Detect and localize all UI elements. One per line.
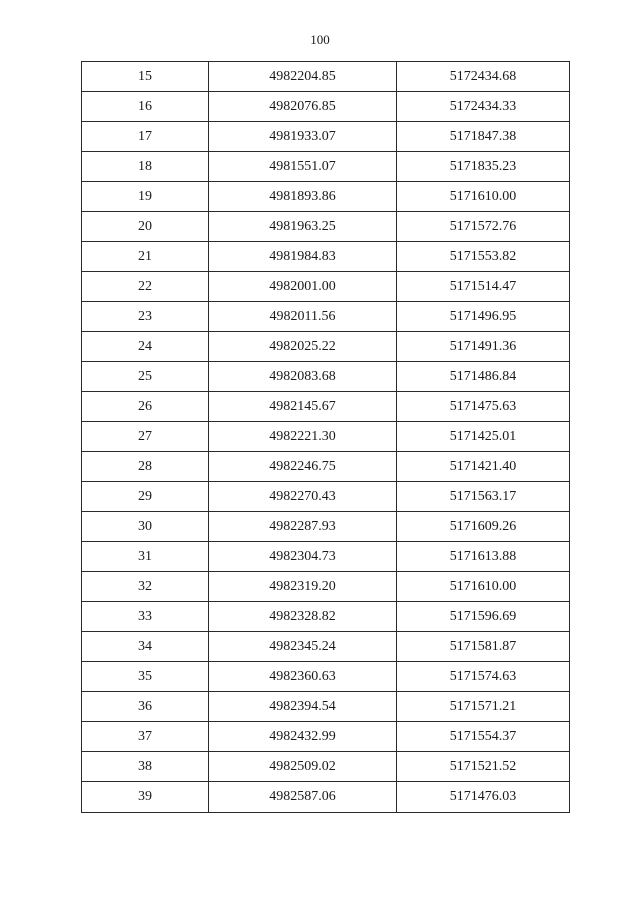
y-coordinate-cell: 5171496.95 — [397, 302, 570, 332]
table-row — [82, 722, 570, 752]
x-coordinate-cell: 4982394.54 — [209, 692, 397, 722]
table-row — [82, 242, 570, 272]
x-coordinate-cell: 4981551.07 — [209, 152, 397, 182]
table-row — [82, 782, 570, 813]
x-coordinate-cell: 4982587.06 — [209, 782, 397, 813]
y-coordinate-cell: 5171596.69 — [397, 602, 570, 632]
x-coordinate-cell: 4982025.22 — [209, 332, 397, 362]
x-coordinate-cell: 4981963.25 — [209, 212, 397, 242]
table-row — [82, 512, 570, 542]
point-number-cell: 20 — [82, 212, 209, 242]
point-number-cell: 37 — [82, 722, 209, 752]
y-coordinate-cell: 5171574.63 — [397, 662, 570, 692]
point-number-cell: 21 — [82, 242, 209, 272]
y-coordinate-cell: 5171521.52 — [397, 752, 570, 782]
table-row — [82, 122, 570, 152]
table-row — [82, 212, 570, 242]
y-coordinate-cell: 5171475.63 — [397, 392, 570, 422]
point-number-cell: 33 — [82, 602, 209, 632]
y-coordinate-cell: 5172434.33 — [397, 92, 570, 122]
table-row — [82, 152, 570, 182]
point-number-cell: 22 — [82, 272, 209, 302]
point-number-cell: 19 — [82, 182, 209, 212]
y-coordinate-cell: 5171610.00 — [397, 182, 570, 212]
y-coordinate-cell: 5171613.88 — [397, 542, 570, 572]
y-coordinate-cell: 5171571.21 — [397, 692, 570, 722]
table-row — [82, 302, 570, 332]
x-coordinate-cell: 4982083.68 — [209, 362, 397, 392]
x-coordinate-cell: 4982001.00 — [209, 272, 397, 302]
y-coordinate-cell: 5171835.23 — [397, 152, 570, 182]
y-coordinate-cell: 5171514.47 — [397, 272, 570, 302]
table-row — [82, 452, 570, 482]
coordinates-table — [81, 61, 570, 813]
y-coordinate-cell: 5171486.84 — [397, 362, 570, 392]
y-coordinate-cell: 5171581.87 — [397, 632, 570, 662]
y-coordinate-cell: 5171563.17 — [397, 482, 570, 512]
x-coordinate-cell: 4982319.20 — [209, 572, 397, 602]
x-coordinate-cell: 4982432.99 — [209, 722, 397, 752]
table-row — [82, 752, 570, 782]
point-number-cell: 34 — [82, 632, 209, 662]
x-coordinate-cell: 4982345.24 — [209, 632, 397, 662]
table-row — [82, 482, 570, 512]
x-coordinate-cell: 4982011.56 — [209, 302, 397, 332]
point-number-cell: 30 — [82, 512, 209, 542]
point-number-cell: 24 — [82, 332, 209, 362]
point-number-cell: 16 — [82, 92, 209, 122]
x-coordinate-cell: 4982145.67 — [209, 392, 397, 422]
point-number-cell: 18 — [82, 152, 209, 182]
table-row — [82, 362, 570, 392]
x-coordinate-cell: 4982328.82 — [209, 602, 397, 632]
x-coordinate-cell: 4982076.85 — [209, 92, 397, 122]
y-coordinate-cell: 5171425.01 — [397, 422, 570, 452]
table-row — [82, 182, 570, 212]
x-coordinate-cell: 4982204.85 — [209, 62, 397, 92]
point-number-cell: 38 — [82, 752, 209, 782]
point-number-cell: 28 — [82, 452, 209, 482]
point-number-cell: 35 — [82, 662, 209, 692]
y-coordinate-cell: 5171476.03 — [397, 782, 570, 813]
y-coordinate-cell: 5172434.68 — [397, 62, 570, 92]
table-row — [82, 692, 570, 722]
x-coordinate-cell: 4982287.93 — [209, 512, 397, 542]
table-row — [82, 92, 570, 122]
y-coordinate-cell: 5171554.37 — [397, 722, 570, 752]
point-number-cell: 23 — [82, 302, 209, 332]
y-coordinate-cell: 5171572.76 — [397, 212, 570, 242]
table-row — [82, 662, 570, 692]
table-row — [82, 332, 570, 362]
point-number-cell: 26 — [82, 392, 209, 422]
table-row — [82, 602, 570, 632]
y-coordinate-cell: 5171491.36 — [397, 332, 570, 362]
point-number-cell: 15 — [82, 62, 209, 92]
table-row — [82, 572, 570, 602]
table-row — [82, 422, 570, 452]
y-coordinate-cell: 5171553.82 — [397, 242, 570, 272]
point-number-cell: 25 — [82, 362, 209, 392]
coordinates-table-body — [82, 62, 570, 813]
y-coordinate-cell: 5171609.26 — [397, 512, 570, 542]
point-number-cell: 32 — [82, 572, 209, 602]
x-coordinate-cell: 4982509.02 — [209, 752, 397, 782]
point-number-cell: 39 — [82, 782, 209, 813]
table-row — [82, 542, 570, 572]
x-coordinate-cell: 4981984.83 — [209, 242, 397, 272]
y-coordinate-cell: 5171421.40 — [397, 452, 570, 482]
table-row — [82, 632, 570, 662]
x-coordinate-cell: 4982246.75 — [209, 452, 397, 482]
point-number-cell: 36 — [82, 692, 209, 722]
point-number-cell: 17 — [82, 122, 209, 152]
table-row — [82, 62, 570, 92]
x-coordinate-cell: 4981893.86 — [209, 182, 397, 212]
page-number: 100 — [310, 32, 330, 47]
point-number-cell: 31 — [82, 542, 209, 572]
x-coordinate-cell: 4982270.43 — [209, 482, 397, 512]
table-row — [82, 272, 570, 302]
y-coordinate-cell: 5171610.00 — [397, 572, 570, 602]
x-coordinate-cell: 4982221.30 — [209, 422, 397, 452]
x-coordinate-cell: 4982360.63 — [209, 662, 397, 692]
point-number-cell: 29 — [82, 482, 209, 512]
table-row — [82, 392, 570, 422]
x-coordinate-cell: 4981933.07 — [209, 122, 397, 152]
x-coordinate-cell: 4982304.73 — [209, 542, 397, 572]
point-number-cell: 27 — [82, 422, 209, 452]
y-coordinate-cell: 5171847.38 — [397, 122, 570, 152]
